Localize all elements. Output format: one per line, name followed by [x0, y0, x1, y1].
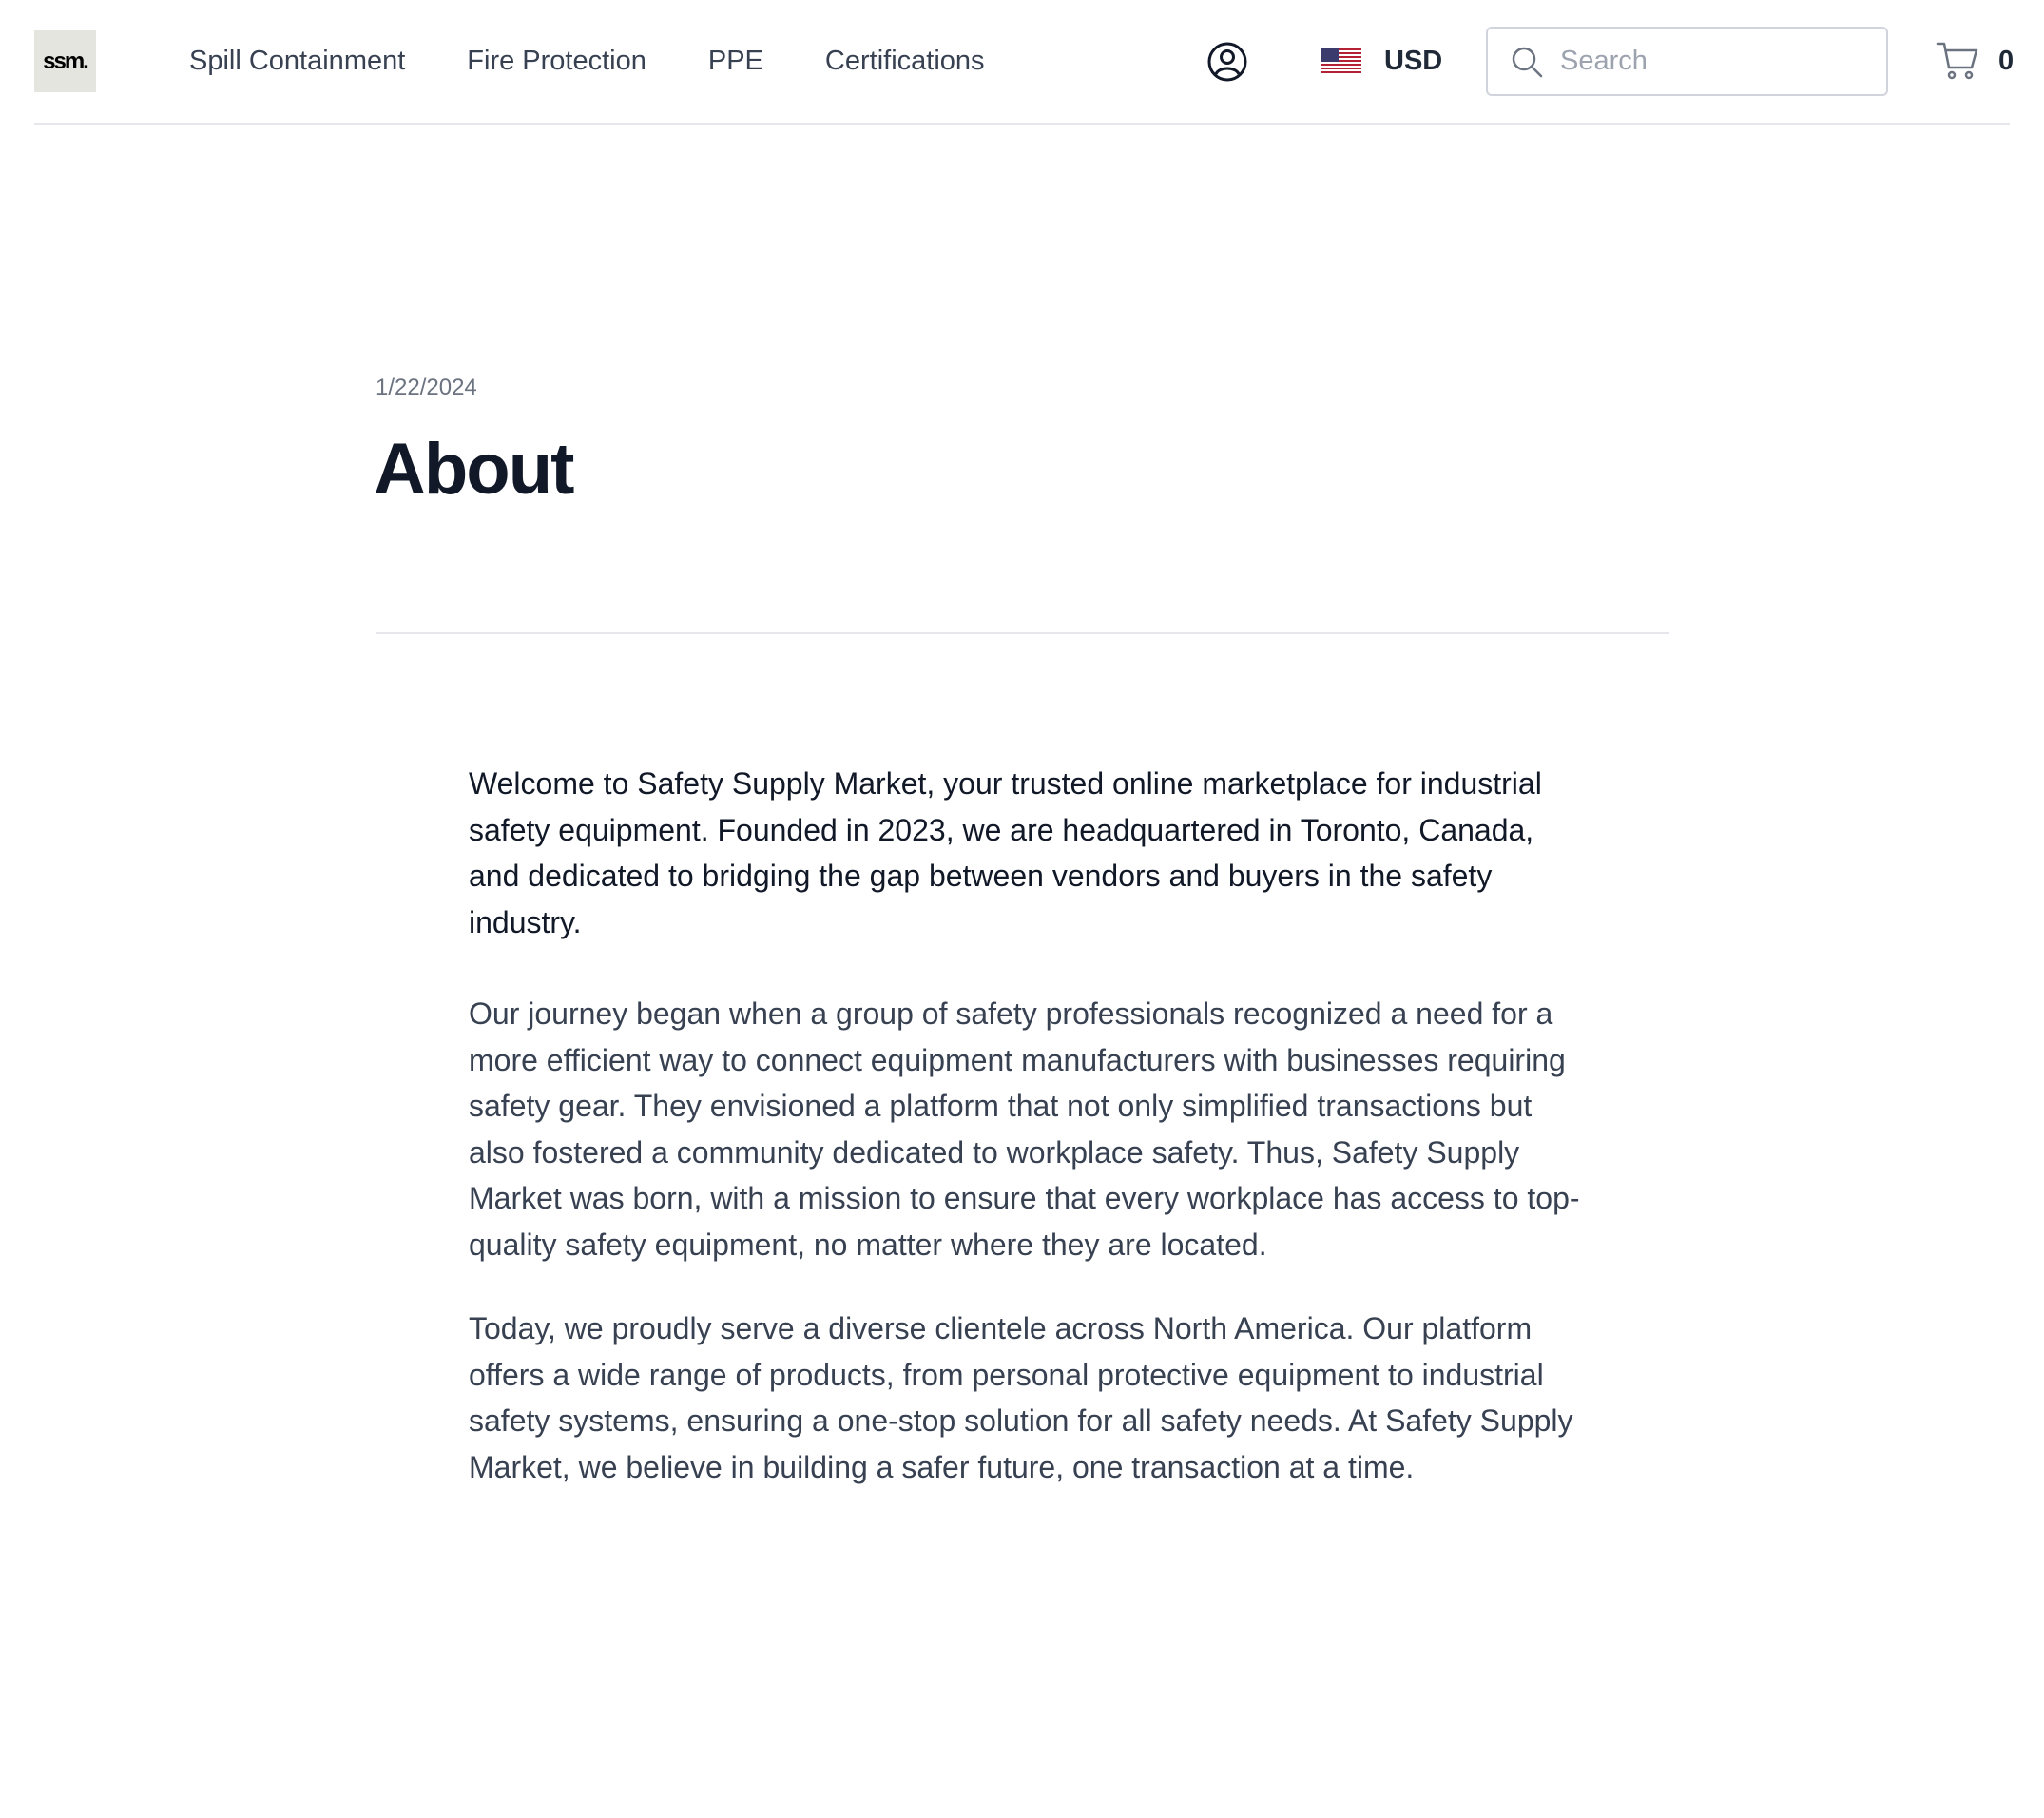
article-paragraph: Today, we proudly serve a diverse clientele across North America. Our platform offers a wide range of products, from personal protective equipment to industrial safety systems, ensuring a one-stop solution for all safety needs. At Safety Supply Market, we believe in building a safer future, one transaction at a time.	[469, 1311, 1573, 1484]
nav-link-ppe[interactable]: PPE	[707, 45, 763, 76]
site-logo[interactable]: ssm.	[34, 30, 96, 92]
currency-label: USD	[1384, 45, 1443, 76]
search-icon	[1511, 46, 1543, 78]
article-paragraph: Our journey began when a group of safety professionals recognized a need for a more efficient way to connect equipment manufacturers with businesses requiring safety gear. They envisioned a platform that not only simplified transactions but also fostered a community dedicated to workplace safety. Thus, Safety Supply Market was born, with a mission to ensure that every workplace has access to top-quality safety equipment, no matter where they are located.	[469, 996, 1580, 1262]
page-title: About	[374, 429, 573, 510]
currency-selector[interactable]	[1321, 36, 1442, 86]
us-flag-icon	[1321, 48, 1361, 73]
cart-button[interactable]	[1936, 36, 2014, 86]
main-nav	[189, 0, 1047, 122]
nav-link-spill-containment[interactable]: Spill Containment	[189, 45, 406, 76]
search-box[interactable]	[1486, 27, 1888, 96]
user-circle-icon	[1207, 42, 1247, 82]
article-date: 1/22/2024	[376, 375, 477, 400]
account-button[interactable]	[1207, 42, 1247, 82]
cart-icon	[1936, 41, 1979, 81]
nav-link-certifications[interactable]: Certifications	[824, 45, 985, 76]
cart-count: 0	[1998, 45, 2015, 76]
search-input[interactable]	[1560, 46, 1874, 77]
site-header	[34, 0, 2015, 125]
article-body	[469, 761, 1591, 1536]
article-paragraph: Welcome to Safety Supply Market, your trusted online marketplace for industrial safety equipment. Founded in 2023, we are headquartered in Toronto, Canada, and dedicated to bridging the gap between vendors and buyers in the safety industry.	[469, 766, 1542, 939]
title-divider	[376, 632, 1669, 634]
nav-link-fire-protection[interactable]: Fire Protection	[467, 45, 646, 76]
